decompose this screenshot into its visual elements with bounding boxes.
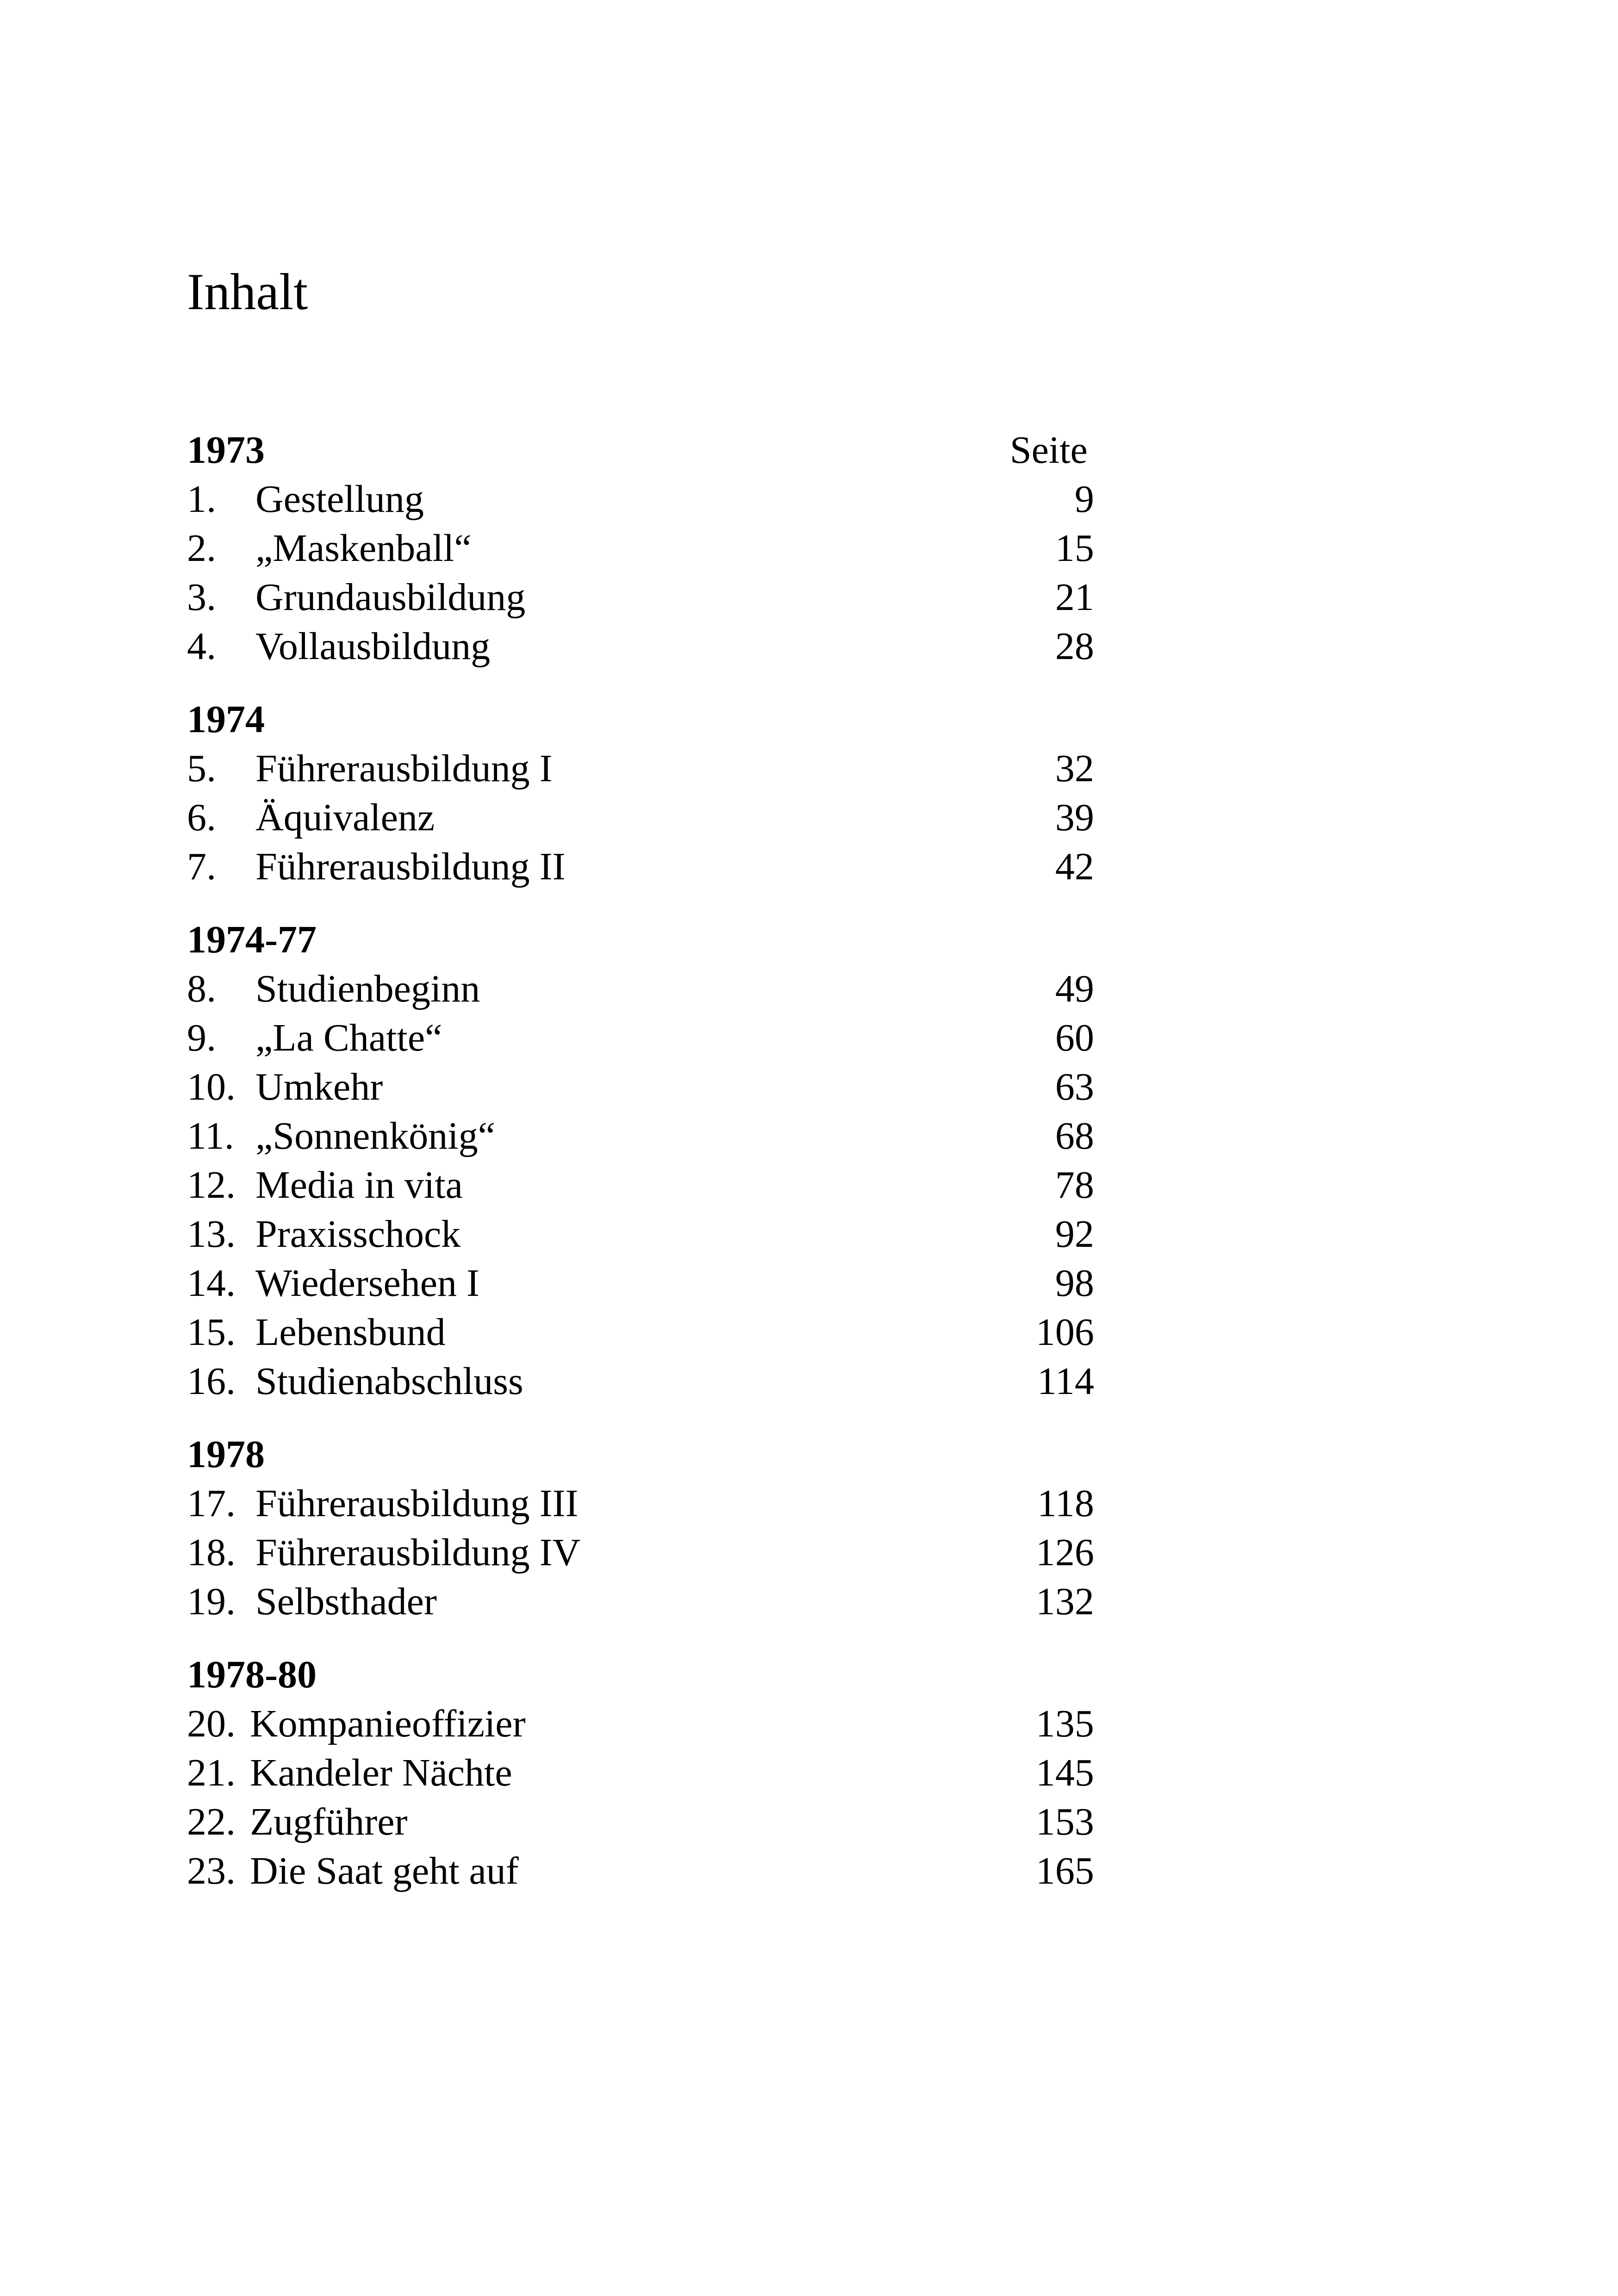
- entry-number: 1.: [187, 478, 216, 521]
- entry-page-number: 63: [1055, 1065, 1094, 1108]
- entry-page-number: 15: [1055, 527, 1094, 570]
- entry-page-number: 106: [1036, 1311, 1094, 1354]
- entry-page-number: 32: [1055, 747, 1094, 790]
- toc-entry: [187, 1577, 1094, 1626]
- toc-entry: [187, 524, 1094, 573]
- page-column-label: Seite: [1010, 429, 1088, 472]
- toc-entry: [187, 1259, 1094, 1308]
- entry-title: Die Saat geht auf: [250, 1849, 519, 1892]
- entry-number: 5.: [187, 747, 216, 790]
- toc-entry: [187, 964, 1094, 1014]
- entry-page-number: 60: [1055, 1016, 1094, 1059]
- entry-page-number: 21: [1055, 576, 1094, 619]
- section-year: 1973: [187, 429, 265, 472]
- section-year: 1978-80: [187, 1653, 317, 1696]
- section-header: [187, 915, 1094, 964]
- entry-page-number: 126: [1036, 1531, 1094, 1574]
- entry-page-number: 165: [1036, 1849, 1094, 1892]
- entry-title: Media in vita: [255, 1164, 463, 1207]
- toc-entry: [187, 1112, 1094, 1161]
- entry-title: Kompanieoffizier: [250, 1702, 526, 1745]
- entry-page-number: 153: [1036, 1800, 1094, 1843]
- entry-page-number: 98: [1055, 1262, 1094, 1305]
- toc-entry: [187, 622, 1094, 671]
- entry-number: 16.: [187, 1360, 236, 1403]
- entry-title: „La Chatte“: [255, 1016, 442, 1059]
- entry-page-number: 114: [1037, 1360, 1094, 1403]
- entry-number: 22.: [187, 1800, 236, 1843]
- section-year: 1974-77: [187, 918, 317, 961]
- toc-section: [187, 695, 1094, 891]
- entry-title: Führerausbildung II: [255, 845, 566, 888]
- entry-number: 6.: [187, 796, 216, 839]
- entry-title: Umkehr: [255, 1065, 383, 1108]
- entry-page-number: 49: [1055, 967, 1094, 1010]
- section-header: [187, 695, 1094, 744]
- toc-entry: [187, 1063, 1094, 1112]
- entry-page-number: 92: [1055, 1213, 1094, 1256]
- entry-number: 8.: [187, 967, 216, 1010]
- toc-entry: [187, 573, 1094, 622]
- toc-entry: [187, 1014, 1094, 1063]
- toc-entry: [187, 1479, 1094, 1528]
- entry-page-number: 118: [1037, 1482, 1094, 1525]
- entry-page-number: 28: [1055, 625, 1094, 668]
- entry-number: 17.: [187, 1482, 236, 1525]
- entry-title: Führerausbildung I: [255, 747, 553, 790]
- entry-title: Selbsthader: [255, 1580, 437, 1623]
- entry-number: 18.: [187, 1531, 236, 1574]
- entry-title: Kandeler Nächte: [250, 1751, 512, 1794]
- toc-section: [187, 915, 1094, 1406]
- entry-number: 11.: [187, 1114, 234, 1157]
- toc-entry: [187, 1798, 1094, 1847]
- toc-entry: [187, 1357, 1094, 1406]
- toc-section: [187, 1430, 1094, 1626]
- toc-entry: [187, 793, 1094, 842]
- toc-entry: [187, 842, 1094, 891]
- toc-entry: [187, 475, 1094, 524]
- toc-entry: [187, 1699, 1094, 1748]
- entry-page-number: 132: [1036, 1580, 1094, 1623]
- entry-number: 9.: [187, 1016, 216, 1059]
- entry-number: 2.: [187, 527, 216, 570]
- entry-number: 3.: [187, 576, 216, 619]
- entry-number: 20.: [187, 1702, 236, 1745]
- entry-number: 13.: [187, 1213, 236, 1256]
- entry-number: 10.: [187, 1065, 236, 1108]
- entry-title: Vollausbildung: [255, 625, 491, 668]
- toc-entry: [187, 1847, 1094, 1896]
- entry-number: 12.: [187, 1164, 236, 1207]
- entry-title: Studienbeginn: [255, 967, 480, 1010]
- toc-entry: [187, 1748, 1094, 1798]
- toc-entry: [187, 1308, 1094, 1357]
- entry-page-number: 135: [1036, 1702, 1094, 1745]
- entry-title: Führerausbildung III: [255, 1482, 579, 1525]
- entry-number: 7.: [187, 845, 216, 888]
- entry-title: Praxisschock: [255, 1213, 461, 1256]
- toc-entry: [187, 1528, 1094, 1577]
- entry-title: Lebensbund: [255, 1311, 446, 1354]
- entry-title: Studienabschluss: [255, 1360, 523, 1403]
- toc-entry: [187, 1161, 1094, 1210]
- section-header: [187, 426, 1094, 475]
- entry-page-number: 68: [1055, 1114, 1094, 1157]
- entry-page-number: 145: [1036, 1751, 1094, 1794]
- entry-title: „Sonnenkönig“: [255, 1114, 495, 1157]
- entry-page-number: 9: [1075, 478, 1094, 521]
- entry-title: Äquivalenz: [255, 796, 435, 839]
- toc-section: [187, 426, 1094, 671]
- toc-entry: [187, 744, 1094, 793]
- entry-number: 4.: [187, 625, 216, 668]
- page-title: Inhalt: [187, 263, 308, 321]
- entry-page-number: 78: [1055, 1164, 1094, 1207]
- section-year: 1974: [187, 698, 265, 741]
- entry-title: Wiedersehen I: [255, 1262, 480, 1305]
- entry-title: Grundausbildung: [255, 576, 526, 619]
- entry-number: 14.: [187, 1262, 236, 1305]
- section-year: 1978: [187, 1433, 265, 1476]
- entry-number: 23.: [187, 1849, 236, 1892]
- entry-title: „Maskenball“: [255, 527, 472, 570]
- entry-title: Führerausbildung IV: [255, 1531, 581, 1574]
- toc-entry: [187, 1210, 1094, 1259]
- section-header: [187, 1430, 1094, 1479]
- toc-section: [187, 1650, 1094, 1896]
- table-of-contents: [187, 426, 1094, 1896]
- entry-title: Gestellung: [255, 478, 424, 521]
- entry-number: 15.: [187, 1311, 236, 1354]
- entry-page-number: 39: [1055, 796, 1094, 839]
- entry-number: 19.: [187, 1580, 236, 1623]
- entry-number: 21.: [187, 1751, 236, 1794]
- entry-page-number: 42: [1055, 845, 1094, 888]
- entry-title: Zugführer: [250, 1800, 408, 1843]
- section-header: [187, 1650, 1094, 1699]
